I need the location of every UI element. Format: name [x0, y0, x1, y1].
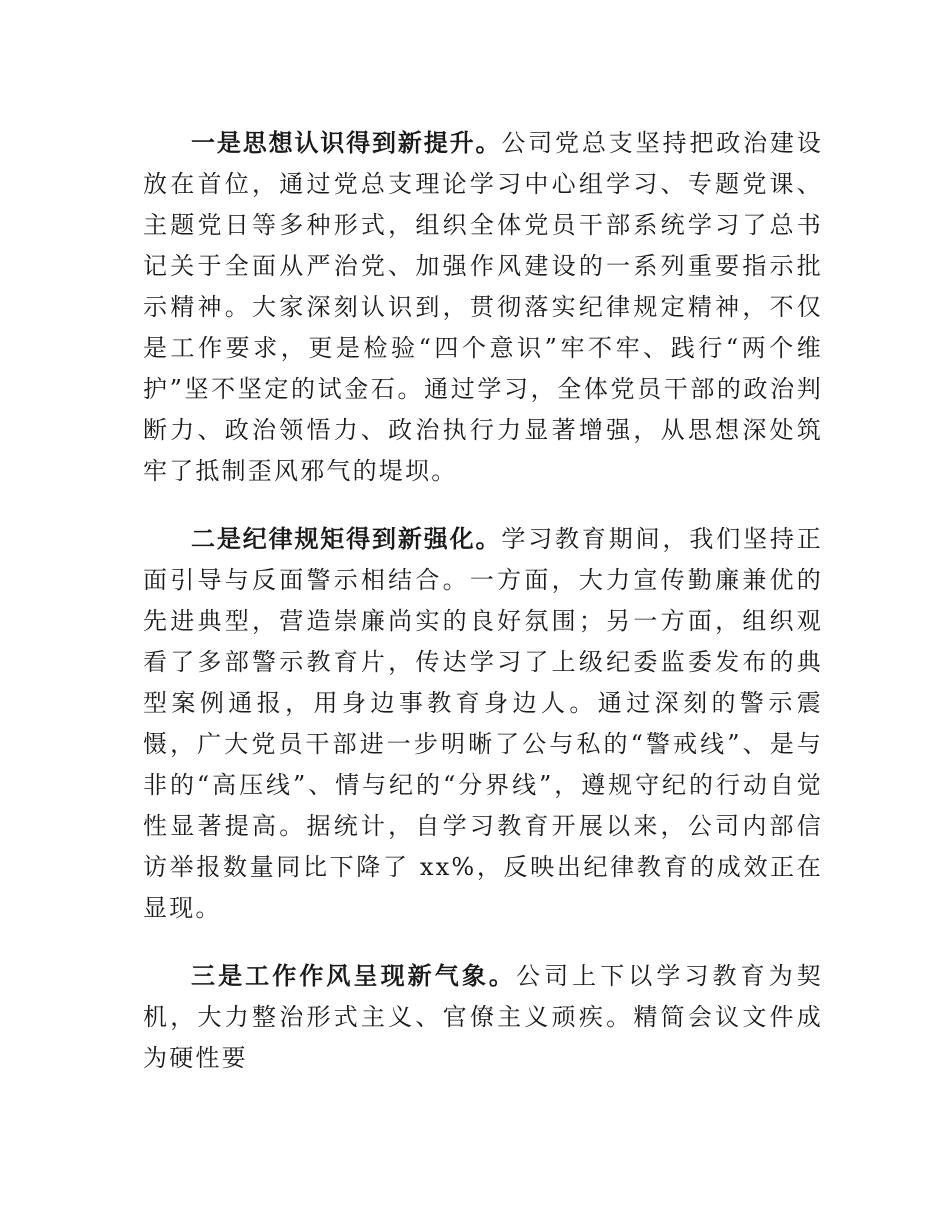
paragraph-body-text: 公司党总支坚持把政治建设放在首位，通过党总支理论学习中心组学习、专题党课、主题党日等多种形式，组织全体党员干部系统学习了总书记关于全面从严治党、加强作风建设的一系列重要指示批示精神。大家深刻认识到，贯彻落实纪律规定精神，不仅是工作要求，更是检验“四个意识”牢不牢、践行“两个维护”坚不坚定的试金石。通过学习，全体党员干部的政治判断力、政治领悟力、政治执行力显著增强，从思想深处筑牢了抵制歪风邪气的堤坝。 — [143, 129, 823, 485]
paragraph-lead-heading: 二是纪律规矩得到新强化。 — [191, 525, 502, 553]
paragraph-body-text: 学习教育期间，我们坚持正面引导与反面警示相结合。一方面，大力宣传勤廉兼优的先进典型，营造崇廉尚实的良好氛围；另一方面，组织观看了多部警示教育片，传达学习了上级纪委监委发布的典型案例通报，用身边事教育身边人。通过深刻的警示震慑，广大党员干部进一步明晰了公与私的“警戒线”、是与非的“高压线”、情与纪的“分界线”，遵规守纪的行动自觉性显著提高。据统计，自学习教育开展以来，公司内部信访举报数量同比下降了 xx%，反映出纪律教育的成效正在显现。 — [143, 525, 823, 922]
paragraph-body-text: 公司上下以学习教育为契机，大力整治形式主义、官僚主义顽疾。精简会议文件成为硬性要 — [143, 962, 823, 1072]
paragraph-ideological-awareness — [143, 123, 823, 492]
paragraph-discipline-rules — [143, 519, 823, 929]
paragraph-work-style — [143, 956, 823, 1079]
paragraph-lead-heading: 三是工作作风呈现新气象。 — [191, 962, 516, 990]
document-body — [143, 123, 823, 1106]
paragraph-lead-heading: 一是思想认识得到新提升。 — [191, 129, 502, 157]
